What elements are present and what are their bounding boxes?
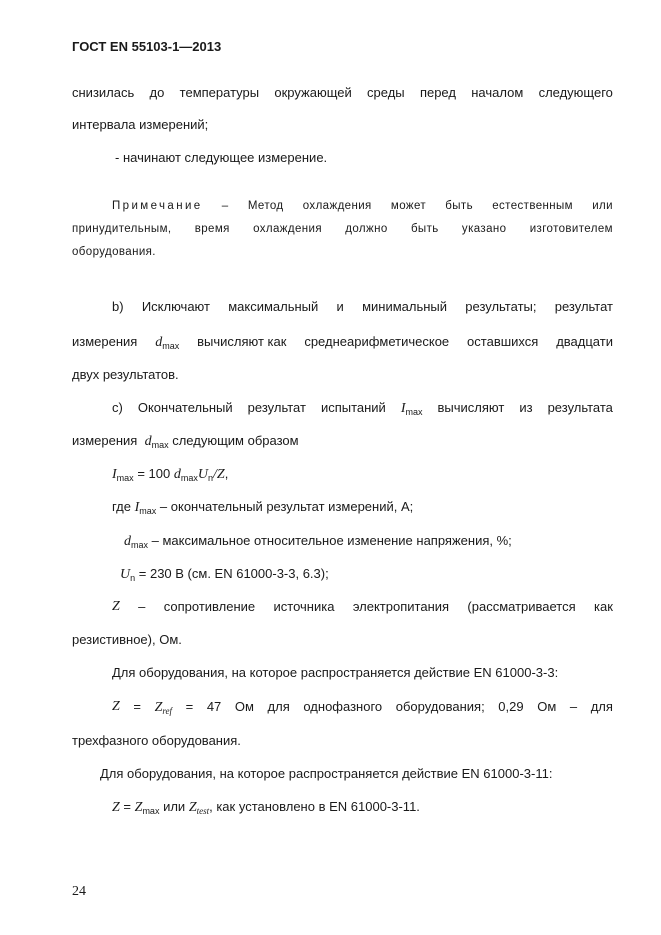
word: естественным <box>492 200 573 212</box>
where-un: $U_n = 230$ В (см. EN 61000-3-3, 6.3); <box>120 566 329 583</box>
word: источника <box>273 599 335 614</box>
word: Окончательный <box>137 400 233 415</box>
word: среды <box>367 85 405 100</box>
word: охлаждения <box>302 200 372 212</box>
word: b) <box>112 299 124 314</box>
where-z-line-1 <box>112 599 613 615</box>
word: должно <box>345 223 388 235</box>
word: 47 <box>206 699 222 714</box>
word: окружающей <box>274 85 352 100</box>
symbol-zref: $Z_{ref}$ <box>154 700 173 716</box>
where-imax: где $I_{max}$ – окончательный результат измерений, А; <box>112 499 414 516</box>
formula-zmax: $Z = Z_{max}$ или $Z_{test}$, как установлено в EN 61000-3-11. <box>112 799 420 816</box>
word: сопротивление <box>163 599 256 614</box>
word: может <box>390 200 427 212</box>
symbol-imax: $I_{max}$ <box>400 401 423 417</box>
word: до <box>149 85 165 100</box>
word: двадцати <box>556 334 613 349</box>
word: результаты; <box>465 299 537 314</box>
word: Исключают <box>141 299 210 314</box>
word: Ом <box>537 699 557 714</box>
word: снизилась <box>72 85 135 100</box>
item-c-line-2: измерения $d_{max}$ следующим образом <box>72 433 299 450</box>
word: принудительным, <box>72 223 172 235</box>
page-number: 24 <box>72 884 86 899</box>
where-dmax: $d_{max}$ – максимальное относительное изменение напряжения, %; <box>124 533 512 550</box>
word: c) <box>112 400 123 415</box>
paragraph-en-61000-3-3: Для оборудования, на которое распространяется действие EN 61000-3-3: <box>112 665 559 680</box>
document-header: ГОСТ EN 55103-1—2013 <box>72 39 222 54</box>
word: среднеарифметическое <box>304 334 450 349</box>
word: Ом <box>234 699 254 714</box>
item-b-line-3: двух результатов. <box>72 367 179 382</box>
note-line-3: оборудования. <box>72 246 156 258</box>
word: для <box>267 699 290 714</box>
word: электропитания <box>352 599 450 614</box>
word: результат <box>554 299 613 314</box>
word: вычисляют <box>437 400 505 415</box>
word: изготовителем <box>529 223 613 235</box>
word: (рассматривается <box>467 599 576 614</box>
item-c-line-1 <box>112 400 613 420</box>
word: результата <box>547 400 613 415</box>
word: = <box>133 699 141 714</box>
word: или <box>592 200 613 212</box>
word: – <box>221 200 229 212</box>
word: как <box>594 599 613 614</box>
note-line-2 <box>72 221 613 237</box>
where-z-line-2: резистивное), Ом. <box>72 632 182 647</box>
paragraph-en-61000-3-11: Для оборудования, на которое распространяется действие EN 61000-3-11: <box>100 766 553 781</box>
zref-line-1 <box>112 699 613 719</box>
item-b-line-1 <box>112 299 613 315</box>
word: 0,29 <box>498 699 524 714</box>
word: результат <box>247 400 306 415</box>
note-line-1 <box>112 198 613 214</box>
word: перед <box>419 85 456 100</box>
symbol-dmax: $d_{max}$ <box>155 335 180 351</box>
word: измерения <box>72 334 138 349</box>
word: – <box>138 599 146 614</box>
formula-imax: $I_{max} = 100$ $d_{max}U_n/Z$, <box>112 466 229 483</box>
word: следующего <box>538 85 613 100</box>
word: минимальный <box>362 299 448 314</box>
zref-line-2: трехфазного оборудования. <box>72 733 241 748</box>
word: Метод <box>247 200 284 212</box>
note-label: Примечание <box>112 200 203 212</box>
list-item-next-measurement: - начинают следующее измерение. <box>115 150 328 165</box>
text-line-2: интервала измерений; <box>72 117 209 132</box>
word: – <box>569 699 578 714</box>
text-line-1 <box>72 85 613 101</box>
word: из <box>519 400 533 415</box>
word: время <box>194 223 230 235</box>
symbol-dmax: $d_{max}$ <box>144 434 169 450</box>
word: вычисляют как <box>197 334 287 349</box>
word: температуры <box>179 85 260 100</box>
word: однофазного <box>303 699 383 714</box>
word: максимальный <box>228 299 319 314</box>
word: быть <box>410 223 439 235</box>
word: охлаждения <box>253 223 322 235</box>
word: началом <box>471 85 524 100</box>
word: указано <box>461 223 507 235</box>
word: оборудования; <box>395 699 485 714</box>
word: = <box>185 699 194 714</box>
item-b-line-2 <box>72 334 613 354</box>
word: для <box>590 699 613 714</box>
symbol-z: Z <box>112 699 120 714</box>
word: испытаний <box>320 400 386 415</box>
word: и <box>336 299 344 314</box>
word: оставшихся <box>467 334 539 349</box>
word: быть <box>445 200 473 212</box>
symbol-z: Z <box>112 599 120 614</box>
